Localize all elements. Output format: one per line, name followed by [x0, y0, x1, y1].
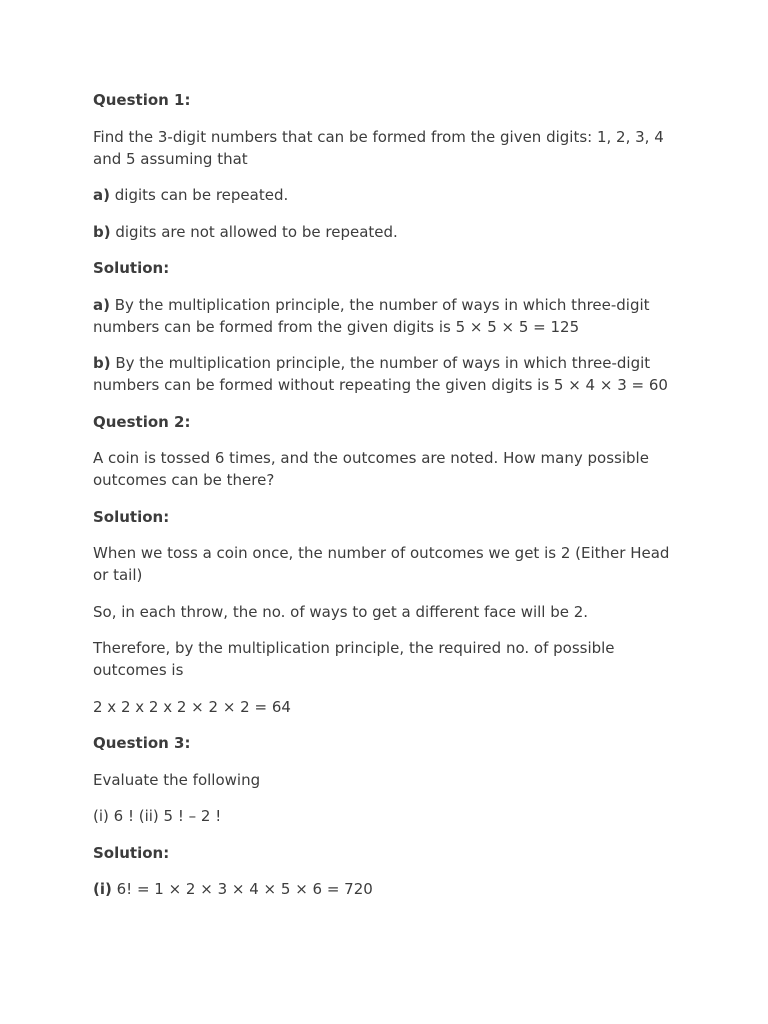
- question-1-part-b: [93, 221, 675, 243]
- solution-a-label: a): [93, 295, 110, 314]
- part-a-label: a): [93, 186, 110, 204]
- solution-b-label: b): [93, 354, 111, 372]
- part-b-text: digits are not allowed to be repeated.: [110, 222, 398, 241]
- solution-1-part-b: [93, 352, 675, 396]
- question-1-text: Find the 3-digit numbers that can be formed from the given digits: 1, 2, 3, 4 and 5 assuming that: [93, 127, 664, 168]
- question-1-part-a: [93, 184, 675, 206]
- solution-2-line-4: 2 x 2 x 2 x 2 × 2 × 2 = 64: [93, 697, 291, 716]
- question-1-solution-heading: Solution:: [93, 259, 170, 277]
- solution-b-text: By the multiplication principle, the number of ways in which three-digit numbers can be formed without repeating the given digits is 5 × 4 × 3 = 60: [93, 354, 668, 394]
- solution-i-label: (i): [93, 880, 112, 898]
- solution-a-text: By the multiplication principle, the number of ways in which three-digit numbers can be formed from the given digits is 5 × 5 × 5 = 125: [93, 295, 650, 336]
- question-3-heading: Question 3:: [93, 734, 191, 752]
- question-2-text: A coin is tossed 6 times, and the outcomes are noted. How many possible outcomes can be there?: [93, 449, 649, 489]
- solution-3-part-i: [93, 878, 675, 900]
- solution-2-line-3: Therefore, by the multiplication principle, the required no. of possible outcomes is: [93, 639, 615, 679]
- question-3-text: Evaluate the following: [93, 770, 261, 789]
- question-1-heading: Question 1:: [93, 91, 191, 109]
- solution-i-text: 6! = 1 × 2 × 3 × 4 × 5 × 6 = 720: [111, 880, 373, 898]
- solution-2-line-2: So, in each throw, the no. of ways to get a different face will be 2.: [93, 602, 589, 621]
- part-a-text: digits can be repeated.: [109, 186, 289, 204]
- part-b-label: b): [93, 222, 111, 241]
- question-2-solution-heading: Solution:: [93, 507, 170, 526]
- solution-2-line-1: When we toss a coin once, the number of outcomes we get is 2 (Either Head or tail): [93, 544, 670, 584]
- solution-1-part-a: [93, 294, 675, 338]
- question-3-solution-heading: Solution:: [93, 843, 170, 862]
- question-2-heading: Question 2:: [93, 412, 191, 431]
- question-3-parts: (i) 6 ! (ii) 5 ! – 2 !: [93, 807, 222, 825]
